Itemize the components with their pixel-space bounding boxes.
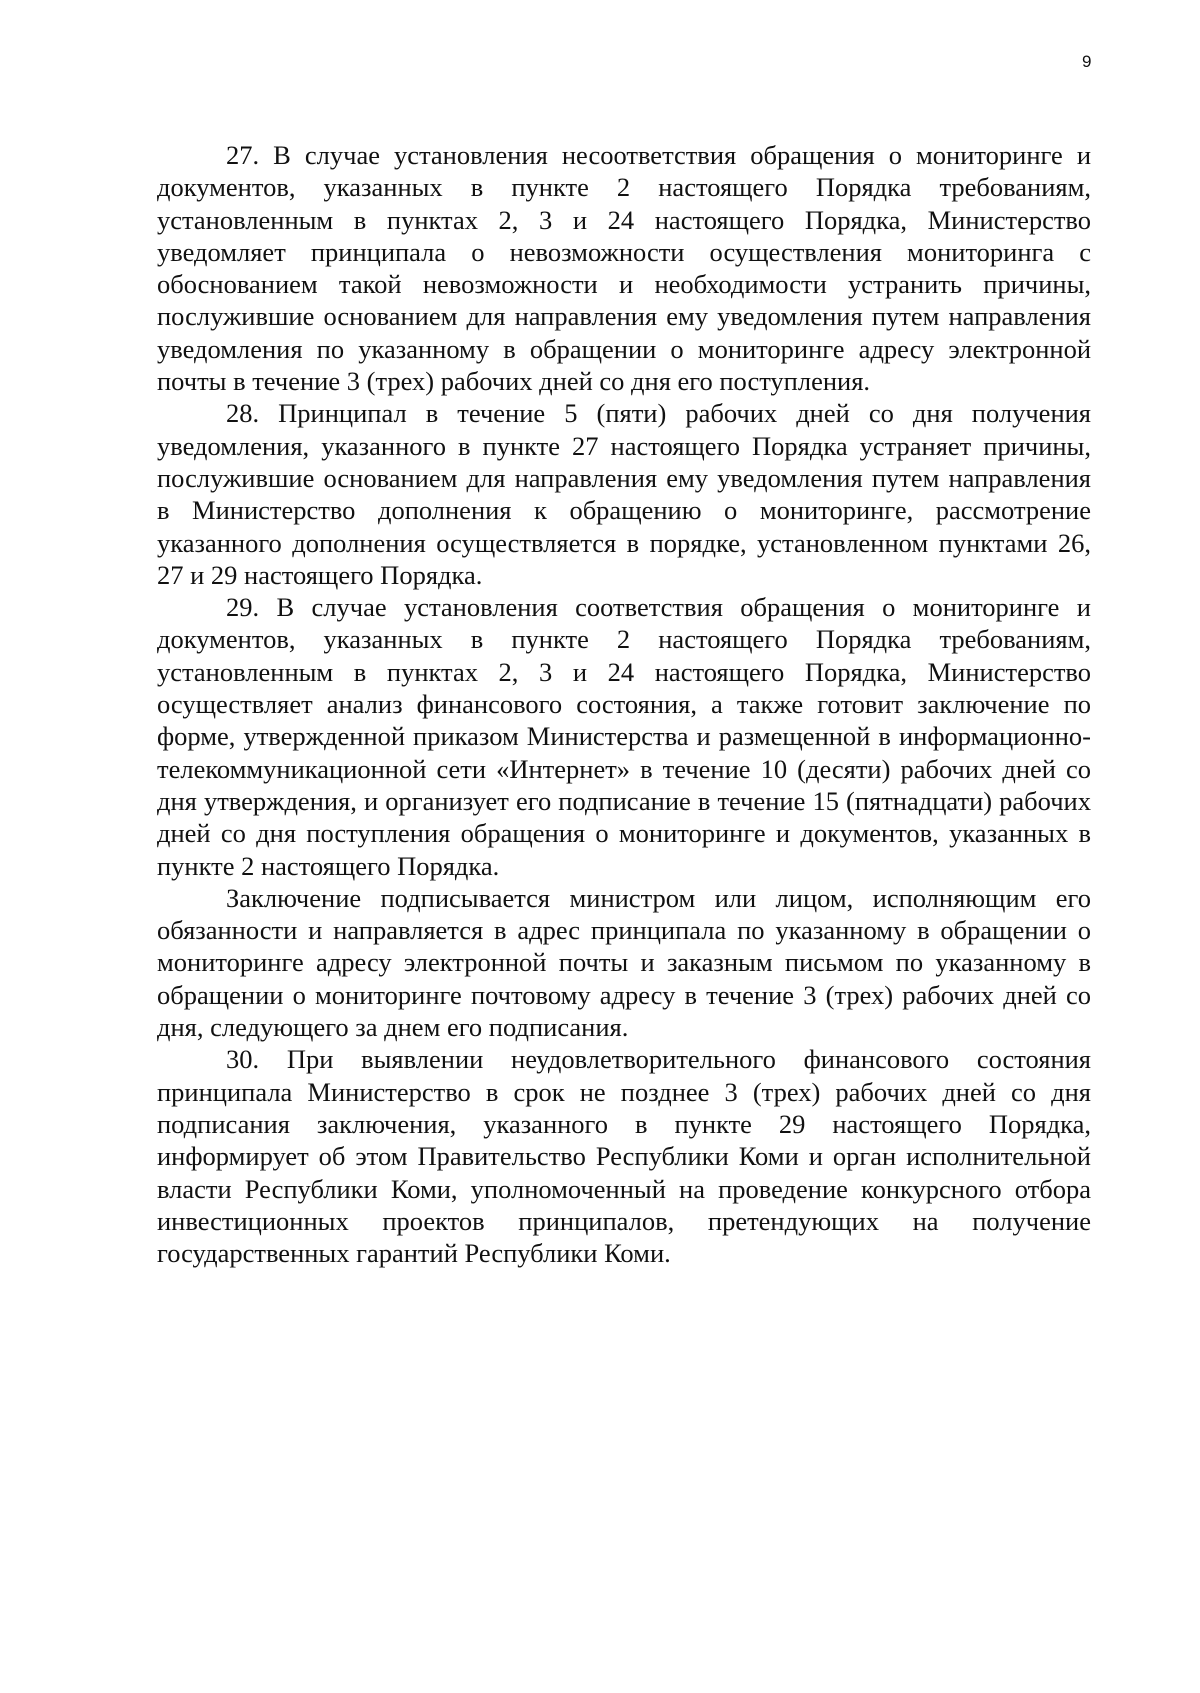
paragraph-conclusion: Заключение подписывается министром или лицом, исполняющим его обязанности и направляется в адрес принципала по указанному в обращении о мониторинге адресу электронной почты и заказным письмом по указанному в обращении о мониторинге почтовому адресу в течение 3 (трех) рабочих дней со дня, следующего за днем его подписания.	[157, 882, 1091, 1043]
paragraph-30: 30. При выявлении неудовлетворительного финансового состояния принципала Министерство в срок не позднее 3 (трех) рабочих дней со дня подписания заключения, указанного в пункте 29 настоящего Порядка, информирует об этом Правительство Республики Коми и орган исполнительной власти Республики Коми, уполномоченный на проведение конкурсного отбора инвестиционных проектов принципалов, претендующих на получение государственных гарантий Республики Коми.	[157, 1044, 1091, 1269]
document-body	[157, 139, 1091, 1269]
paragraph-29: 29. В случае установления соответствия обращения о мониторинге и документов, указанных в пункте 2 настоящего Порядка требованиям, установленным в пунктах 2, 3 и 24 настоящего Порядка, Министерство осуществляет анализ финансового состояния, а также готовит заключение по форме, утвержденной приказом Министерства и размещенной в информационно-телекоммуникационной сети «Интернет» в течение 10 (десяти) рабочих дней со дня утверждения, и организует его подписание в течение 15 (пятнадцати) рабочих дней со дня поступления обращения о мониторинге и документов, указанных в пункте 2 настоящего Порядка.	[157, 592, 1091, 881]
paragraph-28: 28. Принципал в течение 5 (пяти) рабочих дней со дня получения уведомления, указанного в пункте 27 настоящего Порядка устраняет причины, послужившие основанием для направления ему уведомления путем направления в Министерство дополнения к обращению о мониторинге, рассмотрение указанного дополнения осуществляется в порядке, установленном пунктами 26, 27 и 29 настоящего Порядка.	[157, 398, 1091, 590]
paragraph-27: 27. В случае установления несоответствия обращения о мониторинге и документов, указанных в пункте 2 настоящего Порядка требованиям, установленным в пунктах 2, 3 и 24 настоящего Порядка, Министерство уведомляет принципала о невозможности осуществления мониторинга с обоснованием такой невозможности и необходимости устранить причины, послужившие основанием для направления ему уведомления путем направления уведомления по указанному в обращении о мониторинге адресу электронной почты в течение 3 (трех) рабочих дней со дня его поступления.	[157, 140, 1091, 397]
page-number: 9	[1082, 52, 1092, 71]
